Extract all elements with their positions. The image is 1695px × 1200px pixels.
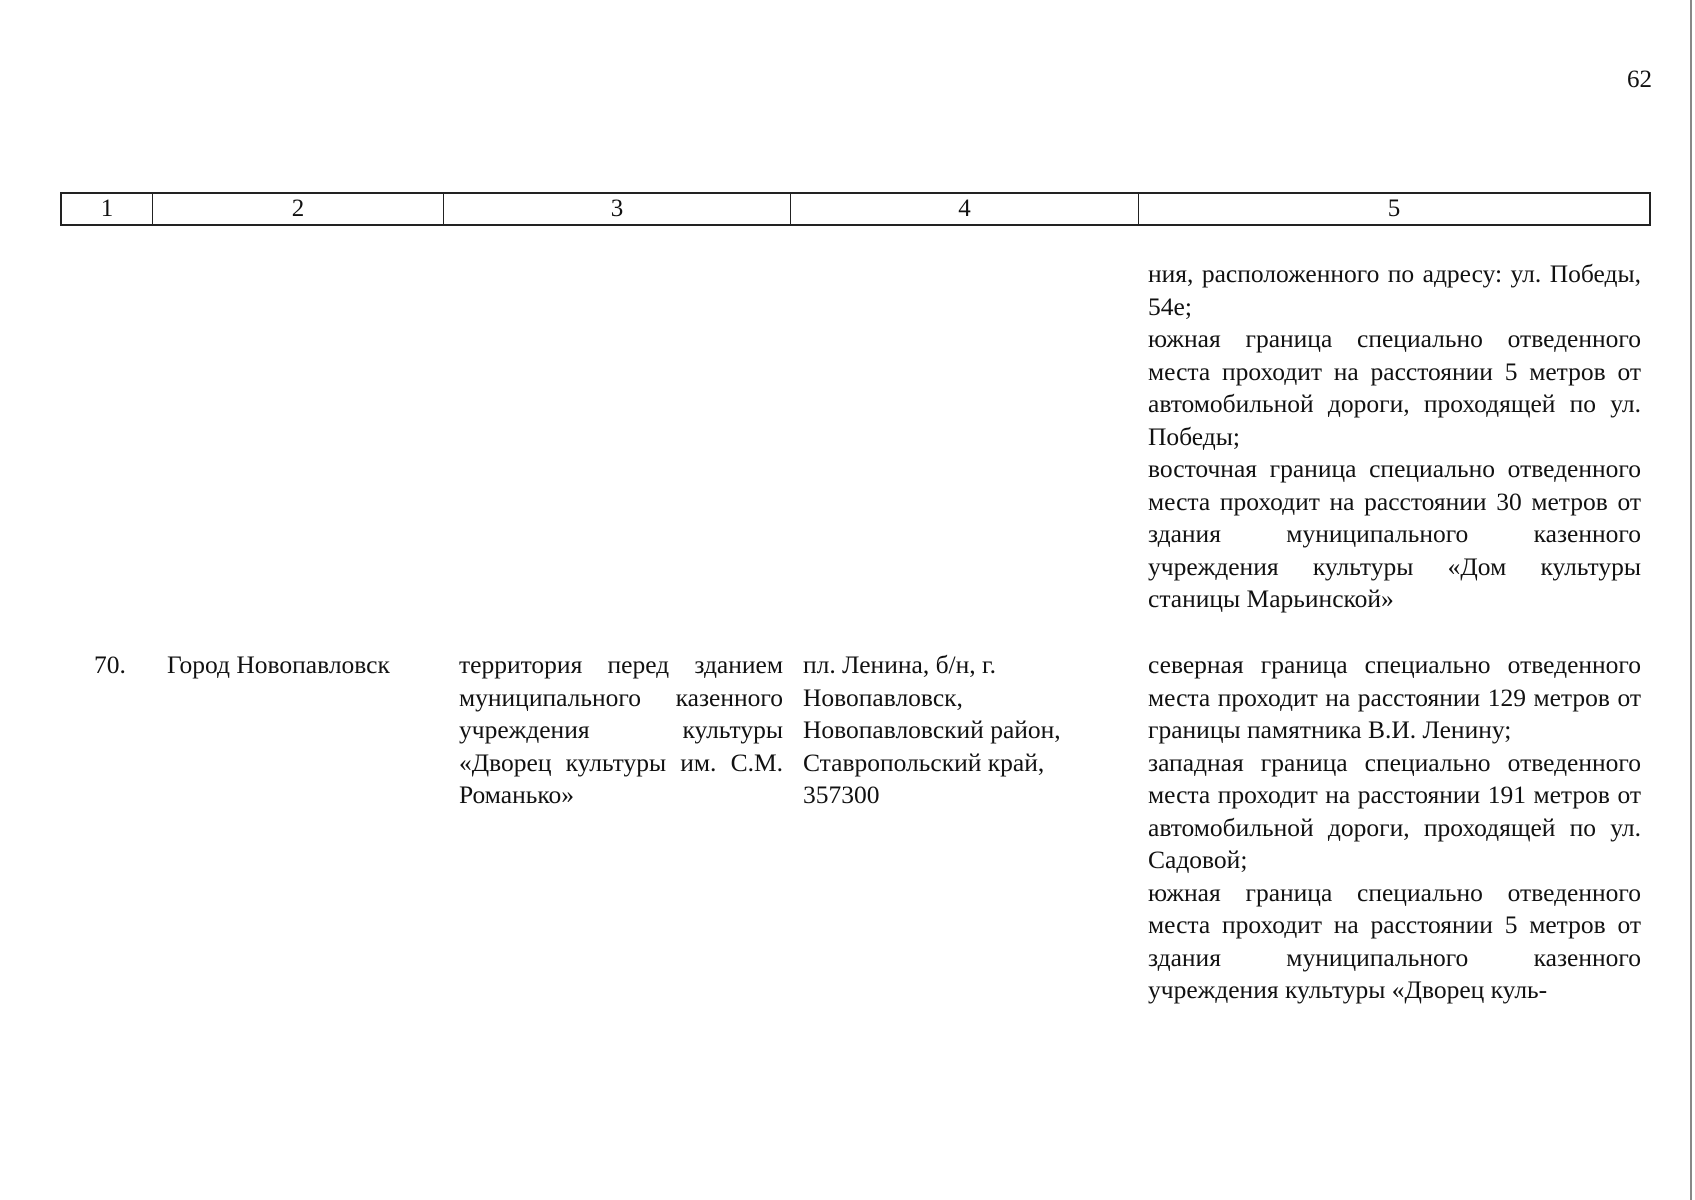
column-header-5: 5 <box>1387 195 1401 222</box>
boundary-paragraph: ния, расположенного по адресу: ул. Победы, 54е; <box>1148 259 1641 321</box>
boundary-paragraph: южная граница специально отведенного места проходит на расстоянии 5 метров от автомобильной дороги, проходящей по ул. Победы; <box>1148 324 1641 451</box>
boundary-paragraph: восточная граница специально отведенного места проходит на расстоянии 30 метров от здания муниципального казенного учреждения культуры «Дом культуры станицы Марьинской» <box>1148 454 1641 613</box>
column-header-3: 3 <box>444 194 791 224</box>
continued-boundaries-cell <box>1148 258 1641 616</box>
scan-edge-line <box>1690 0 1692 1200</box>
object-address: пл. Ленина, б/н, г. Новопавловск, Новопавловский район, Ставропольский край, 357300 <box>803 650 1061 809</box>
boundaries-cell <box>1148 649 1641 1007</box>
table-header <box>60 192 1651 226</box>
row-number: 70. <box>94 650 126 679</box>
boundary-paragraph: западная граница специально отведенного места проходит на расстоянии 191 метров от автомобильной дороги, проходящей по ул. Садовой; <box>1148 747 1641 874</box>
settlement-name: Город Новопавловск <box>167 650 390 679</box>
object-description: территория перед зданием муниципального казенного учреждения культуры «Дворец культуры им. С.М. Романько» <box>459 650 783 809</box>
column-header-2: 2 <box>153 194 444 224</box>
column-header-4: 4 <box>791 194 1139 224</box>
page-number: 62 <box>1627 66 1652 93</box>
boundary-paragraph: северная граница специально отведенного места проходит на расстоянии 129 метров от границы памятника В.И. Ленину; <box>1148 650 1641 744</box>
boundary-paragraph: южная граница специально отведенного места проходит на расстоянии 5 метров от здания муниципального казенного учреждения культуры «Дворец куль- <box>1148 877 1641 1004</box>
column-header-1: 1 <box>62 194 153 224</box>
